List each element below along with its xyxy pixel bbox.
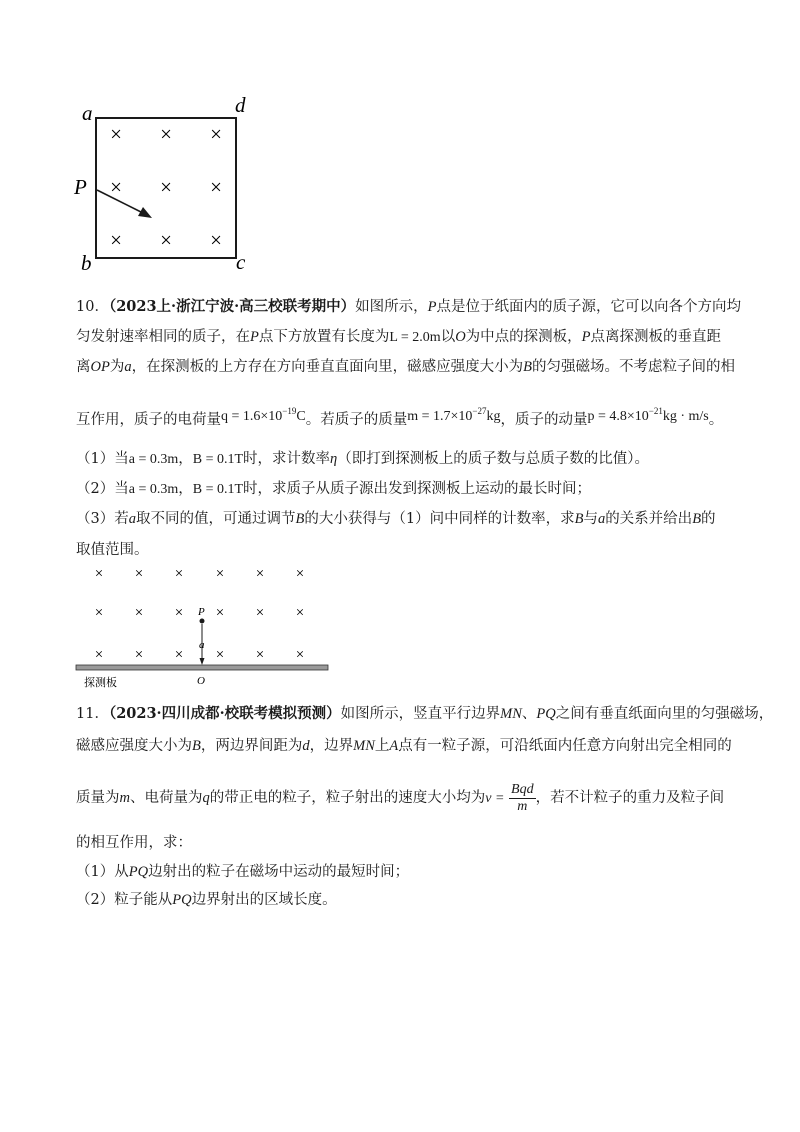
text: （即打到探测板上的质子数与总质子数的比值）。 [337,451,649,467]
field-mark: × [94,605,104,621]
var-d: d [302,738,310,754]
point-label-o: O [197,675,205,687]
text: ，若不计粒子的重力及粒子间 [535,790,725,806]
field-mark: × [255,647,265,663]
q10-line-2 [76,328,721,347]
var-q: q [202,790,210,806]
question-source: （2023·四川成都·校联考模拟预测） [108,705,341,722]
var-a: a [124,359,132,375]
field-mark: × [134,566,144,582]
corner-label-c: c [236,250,246,274]
corner-label-d: d [235,93,246,117]
velocity-arrow [97,190,152,218]
text: 。若质子的质量 [305,412,408,428]
field-mark: × [255,605,265,621]
field-marks-grid [110,122,222,252]
var-PQ: PQ [172,892,192,908]
var-MN: MN [353,738,375,754]
field-mark: × [215,605,225,621]
field-mark: × [94,566,104,582]
field-mark: × [110,122,122,146]
proton-source-dot [200,619,205,624]
var-a: a [128,511,136,527]
field-mark: × [160,122,172,146]
var-OP: OP [90,359,110,375]
text: 取不同的值，可通过调节 [135,511,296,527]
field-mark: × [295,566,305,582]
var-B: B [574,511,584,527]
text: （2）当 [76,481,129,497]
text: 时，求质子从质子源出发到探测板上运动的最长时间； [243,481,592,497]
field-mark: × [215,566,225,582]
text: 的匀强磁场。不考虑粒子间的相 [531,359,735,375]
field-mark: × [210,175,222,199]
math-v: v = [485,791,505,806]
text: （1）从 [76,864,129,880]
text: 点是位于纸面内的质子源，它可以向各个方向均 [436,299,742,315]
var-P: P [581,329,591,345]
question-number: 10． [76,299,109,315]
var-eta: η [330,451,338,467]
text: 的带正电的粒子，粒子射出的速度大小均为 [209,790,486,806]
q11-sub-2 [76,891,337,909]
var-B: B [295,511,305,527]
field-mark: × [94,647,104,663]
math-a-value: a = 0.3m [128,452,179,467]
detector-board [76,665,328,670]
q10-sub-3-cont [76,541,149,559]
text: ，在探测板的上方存在方向垂直直面向里，磁感应强度大小为 [131,359,524,375]
text: 匀发射速率相同的质子，在 [76,329,250,345]
text: ， [178,451,193,467]
text: 点离探测板的垂直距 [590,329,722,345]
text: 点有一粒子源，可沿纸面内任意方向射出完全相同的 [398,738,732,754]
field-mark: × [210,228,222,252]
field-mark: × [210,122,222,146]
text: ， [178,481,193,497]
text: 的相互作用，求： [76,835,192,851]
text: 边界射出的区域长度。 [191,892,337,908]
field-mark: × [174,566,184,582]
var-O: O [455,329,466,345]
var-A: A [389,738,399,754]
field-mark: × [134,605,144,621]
text: 如图所示， [355,299,428,315]
math-mass: $m = 1.7\times 10^{-27}kg$ [407,406,501,424]
text: 之间有垂直纸面向里的匀强磁场， [555,706,774,722]
text: 点下方放置有长度为 [258,329,390,345]
field-mark: × [295,647,305,663]
figure-square-field [70,92,260,277]
q11-line-2 [76,737,732,755]
var-PQ: PQ [536,706,556,722]
q10-sub-3 [76,510,716,528]
text: ，两边界间距为 [200,738,303,754]
text: 时，求计数率 [243,451,331,467]
text: 、 [521,706,537,722]
var-m: m [119,790,130,806]
text: 的 [701,511,716,527]
q11-line-4 [76,834,192,852]
text: 质量为 [76,790,120,806]
corner-label-a: a [82,101,93,125]
field-mark: × [174,605,184,621]
field-mark: × [255,566,265,582]
math-charge: $q = 1.6\times 10^{-19}C$ [221,406,306,424]
var-P: P [427,299,437,315]
point-label-p: P [74,175,87,199]
question-number: 11． [76,706,109,722]
question-source: （2023上·浙江宁波·高三校联考期中） [108,298,356,315]
math-length: L = 2.0m [389,330,441,345]
var-a: a [597,511,606,527]
text: （2）粒子能从 [76,892,173,908]
q10-sub-2 [76,480,591,499]
text: 如图所示，竖直平行边界 [340,706,501,722]
math-momentum: $p = 4.8\times 10^{-21}kg \cdot m/s$ [587,406,709,424]
figure-detector-board [74,562,344,692]
text: （1）当 [76,451,129,467]
q10-sub-1 [76,450,649,469]
point-label-p: P [198,606,205,618]
text: （3）若 [76,511,129,527]
text: 以 [440,329,456,345]
q11-sub-1 [76,863,409,881]
text: 上 [374,738,390,754]
distance-arrowhead [200,658,205,665]
text: 边射出的粒子在磁场中运动的最短时间； [148,864,410,880]
text: 的关系并给出 [605,511,693,527]
text: ，质子的动量 [500,412,588,428]
math-a-value: a = 0.3m [128,482,179,497]
board-label: 探测板 [84,676,117,689]
var-PQ: PQ [128,864,149,880]
field-mark: × [174,647,184,663]
field-mark: × [160,175,172,199]
field-mark: × [110,228,122,252]
field-mark: × [215,647,225,663]
q11-line-1 [76,705,773,723]
q10-line-1 [76,298,741,316]
var-B: B [523,359,532,375]
field-mark: × [160,228,172,252]
text: 互作用，质子的电荷量 [76,412,221,428]
field-mark: × [295,605,305,621]
text: 与 [583,511,598,527]
fraction-Bqd-over-m: $\frac{\text{Bqd}}{m}$ [511,781,534,814]
text: 为中点的探测板， [465,329,582,345]
field-mark: × [134,647,144,663]
text: 为 [109,359,125,375]
var-B: B [192,738,201,754]
text: 、电荷量为 [129,790,203,806]
text: ，边界 [309,738,354,754]
field-mark: × [110,175,122,199]
var-MN: MN [500,706,522,722]
var-B: B [692,511,702,527]
q10-line-3 [76,358,735,376]
corner-label-b: b [81,251,92,275]
text: 离 [76,359,91,375]
q10-line-4 [76,402,723,429]
var-P: P [250,329,259,345]
text: 取值范围。 [76,542,149,558]
math-B-value: B = 0.1T [192,452,244,467]
math-B-value: B = 0.1T [192,482,244,497]
distance-label-a: a [199,639,205,651]
text: 。 [708,412,724,428]
text: 磁感应强度大小为 [76,738,192,754]
q11-line-3 [76,780,724,817]
text: 的大小获得与（1）问中同样的计数率，求 [304,511,575,527]
